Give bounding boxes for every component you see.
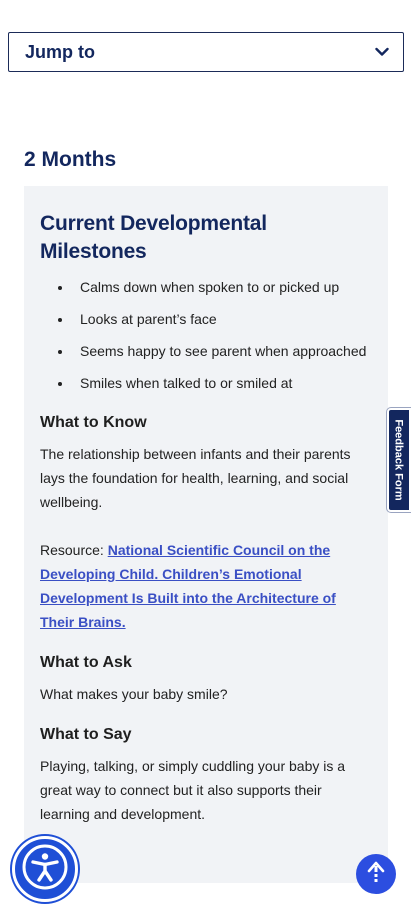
list-item: Seems happy to see parent when approached [54,340,372,362]
jump-to-label: Jump to [25,41,95,62]
resource-link[interactable]: National Scientific Council on the Developing Child. Children’s Emotional Development Is Built into the Architecture of Their Brains. [40,542,336,630]
what-to-know-text: The relationship between infants and their parents lays the foundation for health, learning, and social wellbeing. [40,446,351,510]
age-section-title: 2 Months [24,148,117,171]
accessibility-icon [21,843,69,896]
resource-paragraph [40,538,372,634]
arrow-up-icon [365,860,387,889]
what-to-say-heading: What to Say [40,726,132,743]
jump-to-dropdown[interactable] [8,32,404,72]
feedback-form-label: Feedback Form [393,419,405,501]
chevron-down-icon [375,45,389,59]
accessibility-button[interactable] [12,836,78,902]
list-item: Calms down when spoken to or picked up [54,276,372,298]
resource-prefix: Resource: [40,542,108,558]
list-item: Smiles when talked to or smiled at [54,372,372,394]
milestones-card [24,186,388,883]
what-to-ask-text: What makes your baby smile? [40,686,228,702]
milestones-list [54,276,372,394]
list-item: Looks at parent’s face [54,308,372,330]
back-to-top-button[interactable] [356,854,396,894]
what-to-say-text: Playing, talking, or simply cuddling your baby is a great way to connect but it also supports their learning and development. [40,758,346,822]
what-to-ask-heading: What to Ask [40,654,132,671]
feedback-form-tab[interactable] [387,408,411,512]
milestones-heading: Current Developmental Milestones [40,212,267,263]
what-to-know-heading: What to Know [40,414,147,431]
